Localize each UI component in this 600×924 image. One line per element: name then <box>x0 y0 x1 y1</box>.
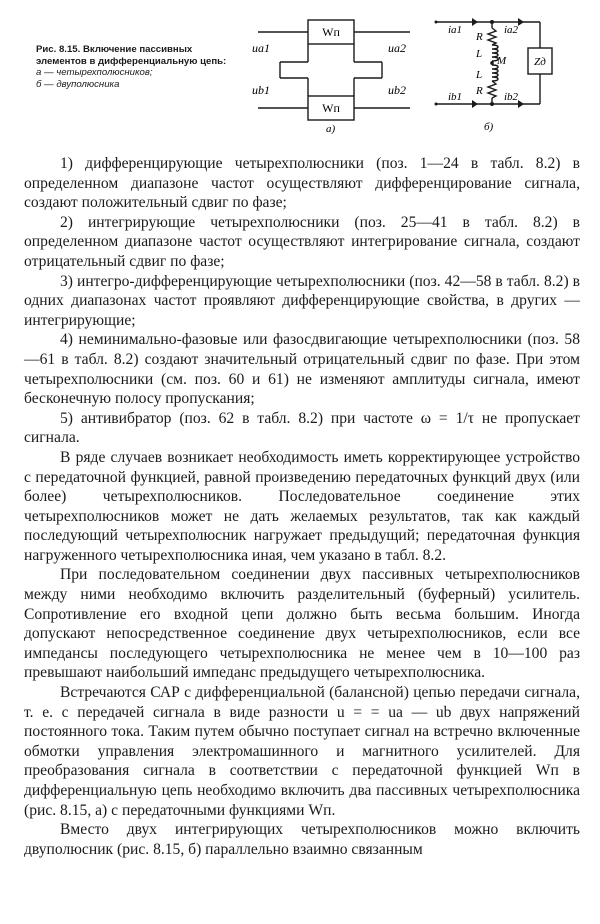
paragraph-differential-circuit: Встречаются САР с дифференциальной (балансной) цепью передачи сигнала, т. е. с передачей сигнала в виде разности u = = ua — ub двух напряжений постоянного тока. Таким путем обычно поступает сигнал на встречно включенные обмотки управления электромашинного и магнитного усилителей. Для преобразования сигнала в соответствии с передаточной функцией Wп в дифференциальную цепь необходимо включить два пассивных четырехполюсника (рис. 8.15, а) с передаточными функциями Wп. <box>24 684 580 819</box>
inductor-bottom-label: L <box>476 69 483 81</box>
block-bottom-label: Wп <box>322 101 340 115</box>
paragraph-two-terminal: Вместо двух интегрирующих четырехполюсников можно включить двуполюсник (рис. 8.15, б) параллельно взаимно связанным <box>24 821 580 858</box>
current-ib1-label: ib1 <box>448 91 463 103</box>
output-a-label: ua2 <box>388 41 406 55</box>
input-b-label: ub1 <box>252 83 270 97</box>
caption-item-b: б — двуполюсника <box>36 78 120 90</box>
output-b-label: ub2 <box>388 83 406 97</box>
paragraph-buffer-amplifier: При последовательном соединении двух пассивных четырехполюсников между ними необходимо включить разделительный (буферный) усилитель. Сопротивление его входной цепи должно быть весьма большим. Иногда допускают непосредственное соединение двух четырехполюсников, если все импедансы последующего четырехполюсника не менее чем в 10—100 раз превышают наибольший импеданс предыдущего четырехполюсника. <box>24 566 580 682</box>
figure-caption <box>36 44 232 90</box>
list-item-antivibrator: 5) антивибратор (поз. 62 в табл. 8.2) при частоте ω = 1/τ не пропускает сигнала. <box>24 409 580 447</box>
load-label: Zд <box>534 56 546 68</box>
current-ia2-label: ia2 <box>504 24 519 36</box>
diagram-a <box>250 14 420 135</box>
diagram-a-label: а) <box>326 123 336 135</box>
resistor-bottom-label: R <box>476 85 483 97</box>
current-ia1-label: ia1 <box>448 24 463 36</box>
current-ib2-label: ib2 <box>504 91 519 103</box>
caption-item-a: а — четырехполюсников; <box>36 67 153 79</box>
block-top-label: Wп <box>322 25 340 39</box>
input-a-label: ua1 <box>252 41 270 55</box>
list-item-integrating: 2) интегрирующие четырехполюсники (поз. 25—41 в табл. 8.2) в определенном диапазоне частот осуществляют интегрирование сигнала, создают отрицательный сдвиг по фазе; <box>24 213 580 270</box>
body-text <box>24 154 580 859</box>
paragraph-corrective-device: В ряде случаев возникает необходимость иметь корректирующее устройство с передаточной функцией, равной произведению передаточных функций двух (или более) четырехполюсников. Последовательное соединение этих четырехполюсников может не дать желаемых результатов, так как каждый последующий четырехполюсник нагружает предыдущий; передаточная функция нагруженного четырехполюсника иная, чем указано в табл. 8.2. <box>24 448 580 564</box>
diagram-b <box>432 8 572 132</box>
junction-label: M <box>497 55 507 67</box>
diagram-b-label: б) <box>484 121 494 133</box>
inductor-top-label: L <box>476 48 483 60</box>
list-item-integro-differentiating: 3) интегро-дифференцирующие четырехполюсники (поз. 42—58 в табл. 8.2) в одних диапазонах частот проявляют дифференцирующие свойства, в других — интегрирующие; <box>24 272 580 329</box>
resistor-top-label: R <box>476 31 483 43</box>
list-item-differentiating: 1) дифференцирующие четырехполюсники (поз. 1—24 в табл. 8.2) в определенном диапазоне частот осуществляют дифференцирование сигнала, создают положительный сдвиг по фазе; <box>24 155 580 212</box>
list-item-phase-shifting: 4) неминимально-фазовые или фазосдвигающие четырехполюсники (поз. 58—61 в табл. 8.2) создают значительный отрицательный сдвиг по фазе. При этом четырехполюсники (см. поз. 60 и 61) не изменяют амплитуды сигнала, имеют бесконечную полосу пропускания; <box>24 331 580 408</box>
caption-title: Рис. 8.15. Включение пассивных элементов в дифференциальную цепь: <box>36 44 227 67</box>
